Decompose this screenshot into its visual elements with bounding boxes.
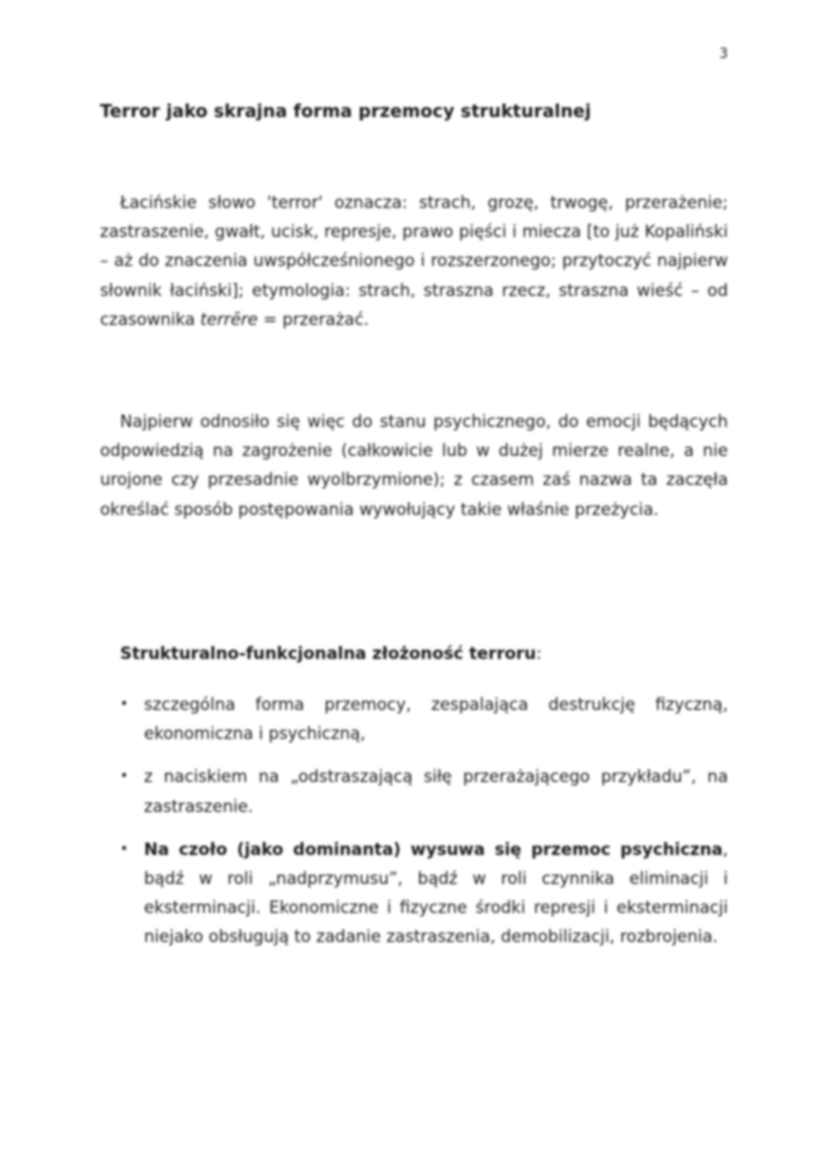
list-item-text: z naciskiem na „odstraszającą siłę przerażającego przykładu”, na zastraszenie. — [144, 767, 728, 816]
section-subheading-text: Strukturalno-funkcjonalna złożoność terroru — [120, 644, 537, 663]
bullet-list — [120, 690, 728, 966]
bullet-icon: • — [120, 768, 129, 785]
list-item-lead: Na czoło (jako dominanta) wysuwa się przemoc psychiczna — [144, 839, 723, 859]
list-item-text: szczególna forma przemocy, zespalająca destrukcję fizyczną, ekonomiczna i psychiczną, — [144, 695, 728, 744]
list-item-text: , bądź w roli „nadprzymusu”, bądź w roli czynnika eliminacji i eksterminacji. Ekonomiczne i fizyczne środki represji i eksterminacji niejako obsługują to zadanie zastraszenia, demobilizacji, rozbrojenia. — [144, 839, 728, 947]
paragraph-etymology — [100, 188, 728, 334]
paragraph-etymology-text: Łacińskie słowo 'terror' oznacza: strach, grozę, trwogę, przerażenie; zastraszenie, gwałt, ucisk, represje, prawo pięści i miecza [to już Kopaliński – aż do znaczenia uwspółcześnionego i rozszerzonego; przytoczyć najpierw słownik łaciński]; etymologia: strach, straszna rzecz, straszna wieść – od czasownika — [100, 193, 728, 329]
list-item — [120, 835, 728, 952]
list-item — [120, 762, 728, 820]
list-item — [120, 690, 728, 748]
section-subheading-colon: : — [536, 644, 542, 663]
paragraph-meaning: Najpierw odnosiło się więc do stanu psychicznego, do emocji będących odpowiedzią na zagrożenie (całkowicie lub w dużej mierze realne, a nie urojone czy przesadnie wyolbrzymione); z czasem zaś nazwa ta zaczęła określać sposób postępowania wywołujący takie właśnie przeżycia. — [100, 412, 728, 519]
page-number: 3 — [719, 46, 728, 62]
latin-verb: terrēre — [200, 309, 258, 329]
bullet-icon: • — [120, 840, 129, 857]
bullet-icon: • — [120, 696, 129, 712]
page-title: Terror jako skrajna forma przemocy strukturalnej — [100, 102, 592, 122]
section-subheading — [120, 644, 542, 663]
paragraph-etymology-tail: = przerażać. — [257, 309, 369, 329]
